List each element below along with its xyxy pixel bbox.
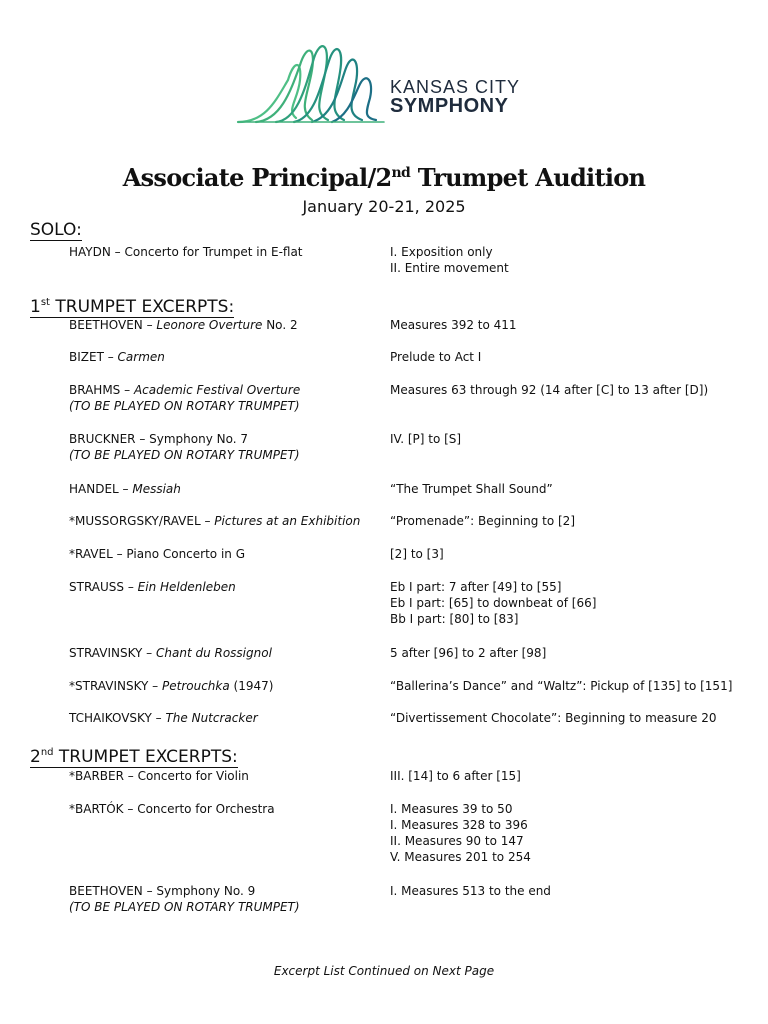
title-superscript: nd bbox=[391, 165, 411, 181]
section-second-trumpet-heading bbox=[30, 743, 238, 768]
list-item: *BARBER – Concerto for Violin bbox=[69, 769, 249, 783]
work-title: Carmen bbox=[117, 350, 165, 364]
detail-line: II. Measures 90 to 147 bbox=[390, 834, 524, 848]
detail-line: Measures 392 to 411 bbox=[390, 318, 517, 332]
composer: *MUSSORGSKY/RAVEL bbox=[69, 514, 201, 528]
section-superscript: nd bbox=[40, 747, 54, 758]
logo-line-1: KANSAS CITY bbox=[390, 77, 521, 97]
list-item: BRUCKNER – Symphony No. 7 (TO BE PLAYED ON ROTARY TRUMPET) bbox=[69, 432, 300, 462]
section-first-trumpet-heading bbox=[30, 293, 234, 318]
list-item-detail bbox=[390, 513, 575, 529]
list-item-detail bbox=[390, 382, 708, 398]
list-item-detail bbox=[390, 710, 717, 726]
detail-line: III. [14] to 6 after [15] bbox=[390, 769, 521, 783]
composer: *BARBER bbox=[69, 769, 124, 783]
work-title: Piano Concerto in G bbox=[126, 547, 245, 561]
work-title: Ein Heldenleben bbox=[137, 580, 236, 594]
composer: *STRAVINSKY bbox=[69, 679, 149, 693]
detail-line: 5 after [96] to 2 after [98] bbox=[390, 646, 547, 660]
composer: STRAUSS bbox=[69, 580, 125, 594]
detail-line: “Divertissement Chocolate”: Beginning to measure 20 bbox=[390, 711, 717, 725]
detail-line: Eb I part: 7 after [49] to [55] bbox=[390, 580, 562, 594]
rotary-trumpet-note: (TO BE PLAYED ON ROTARY TRUMPET) bbox=[69, 900, 300, 914]
list-item: *BARTÓK – Concerto for Orchestra bbox=[69, 802, 275, 816]
detail-line: “Ballerina’s Dance” and “Waltz”: Pickup of [135] to [151] bbox=[390, 679, 733, 693]
detail-line: I. Measures 328 to 396 bbox=[390, 818, 528, 832]
section-number: 1 bbox=[30, 297, 41, 317]
work-suffix: (1947) bbox=[229, 679, 274, 693]
detail-line: Prelude to Act I bbox=[390, 350, 482, 364]
composer: BEETHOVEN bbox=[69, 884, 143, 898]
list-item-detail bbox=[390, 244, 509, 276]
detail-line: [2] to [3] bbox=[390, 547, 444, 561]
list-item: *STRAVINSKY – Petrouchka (1947) bbox=[69, 679, 274, 693]
composer: *RAVEL bbox=[69, 547, 113, 561]
list-item-detail bbox=[390, 481, 553, 497]
list-item: STRAUSS – Ein Heldenleben bbox=[69, 580, 236, 594]
title-text: Associate Principal/2 bbox=[122, 163, 392, 192]
detail-line: II. Entire movement bbox=[390, 261, 509, 275]
work-title: Pictures at an Exhibition bbox=[214, 514, 361, 528]
list-item-detail bbox=[390, 349, 481, 365]
work-title: Symphony No. 9 bbox=[156, 884, 256, 898]
detail-line: V. Measures 201 to 254 bbox=[390, 850, 531, 864]
list-item-detail bbox=[390, 546, 444, 562]
list-item: *RAVEL – Piano Concerto in G bbox=[69, 547, 245, 561]
work-suffix: No. 2 bbox=[262, 318, 298, 332]
title-text-end: Trumpet Audition bbox=[410, 163, 646, 192]
list-item-detail bbox=[390, 883, 551, 899]
list-item: *MUSSORGSKY/RAVEL – Pictures at an Exhibition bbox=[69, 514, 361, 528]
detail-line: I. Measures 39 to 50 bbox=[390, 802, 513, 816]
work-title: Academic Festival Overture bbox=[133, 383, 301, 397]
work-title: Concerto for Violin bbox=[137, 769, 249, 783]
list-item: BEETHOVEN – Symphony No. 9 (TO BE PLAYED ON ROTARY TRUMPET) bbox=[69, 884, 300, 914]
section-solo-heading bbox=[30, 221, 82, 241]
detail-line: Bb I part: [80] to [83] bbox=[390, 612, 519, 626]
detail-line: “Promenade”: Beginning to [2] bbox=[390, 514, 575, 528]
detail-line: Eb I part: [65] to downbeat of [66] bbox=[390, 596, 597, 610]
work-title: Chant du Rossignol bbox=[156, 646, 272, 660]
composer: *BARTÓK bbox=[69, 802, 124, 816]
section-label: TRUMPET EXCERPTS: bbox=[53, 747, 238, 767]
work-title: Symphony No. 7 bbox=[149, 432, 249, 446]
list-item: HANDEL – Messiah bbox=[69, 482, 181, 496]
section-superscript: st bbox=[40, 297, 50, 308]
page-title bbox=[0, 163, 768, 192]
list-item-detail bbox=[390, 579, 596, 627]
symphony-wave-logo-icon bbox=[236, 40, 386, 126]
composer: BEETHOVEN bbox=[69, 318, 143, 332]
detail-line: I. Exposition only bbox=[390, 245, 493, 259]
work-title: Concerto for Trumpet in E-flat bbox=[124, 245, 303, 259]
list-item-detail bbox=[390, 431, 461, 447]
section-label: SOLO: bbox=[30, 220, 82, 240]
composer: HANDEL bbox=[69, 482, 119, 496]
work-title: The Nutcracker bbox=[165, 711, 258, 725]
continued-footer: Excerpt List Continued on Next Page bbox=[273, 964, 495, 978]
detail-line: Measures 63 through 92 (14 after [C] to 13 after [D]) bbox=[390, 383, 709, 397]
detail-line: “The Trumpet Shall Sound” bbox=[390, 482, 553, 496]
detail-line: I. Measures 513 to the end bbox=[390, 884, 551, 898]
composer: STRAVINSKY bbox=[69, 646, 143, 660]
list-item: BIZET – Carmen bbox=[69, 350, 165, 364]
composer: BRAHMS bbox=[69, 383, 121, 397]
section-number: 2 bbox=[30, 747, 41, 767]
list-item-detail bbox=[390, 768, 521, 784]
list-item-detail bbox=[390, 317, 517, 333]
kansas-city-symphony-logo bbox=[236, 40, 536, 126]
detail-line: IV. [P] to [S] bbox=[390, 432, 462, 446]
section-label: TRUMPET EXCERPTS: bbox=[49, 297, 235, 317]
logo-line-2: SYMPHONY bbox=[390, 95, 509, 117]
work-title: Concerto for Orchestra bbox=[137, 802, 275, 816]
work-title: Petrouchka bbox=[162, 679, 230, 693]
composer: HAYDN bbox=[69, 245, 111, 259]
composer: TCHAIKOVSKY bbox=[69, 711, 152, 725]
list-item-detail bbox=[390, 801, 531, 865]
rotary-trumpet-note: (TO BE PLAYED ON ROTARY TRUMPET) bbox=[69, 448, 300, 462]
list-item: HAYDN – Concerto for Trumpet in E-flat bbox=[69, 245, 303, 259]
list-item-detail bbox=[390, 678, 732, 694]
list-item-detail bbox=[390, 645, 546, 661]
audition-date: January 20-21, 2025 bbox=[302, 197, 466, 216]
composer: BRUCKNER bbox=[69, 432, 136, 446]
list-item: BEETHOVEN – Leonore Overture No. 2 bbox=[69, 318, 298, 332]
list-item: STRAVINSKY – Chant du Rossignol bbox=[69, 646, 272, 660]
composer: BIZET bbox=[69, 350, 104, 364]
work-title: Messiah bbox=[132, 482, 181, 496]
list-item: TCHAIKOVSKY – The Nutcracker bbox=[69, 711, 258, 725]
rotary-trumpet-note: (TO BE PLAYED ON ROTARY TRUMPET) bbox=[69, 399, 300, 413]
list-item: BRAHMS – Academic Festival Overture (TO BE PLAYED ON ROTARY TRUMPET) bbox=[69, 383, 301, 413]
work-title: Leonore Overture bbox=[156, 318, 263, 332]
